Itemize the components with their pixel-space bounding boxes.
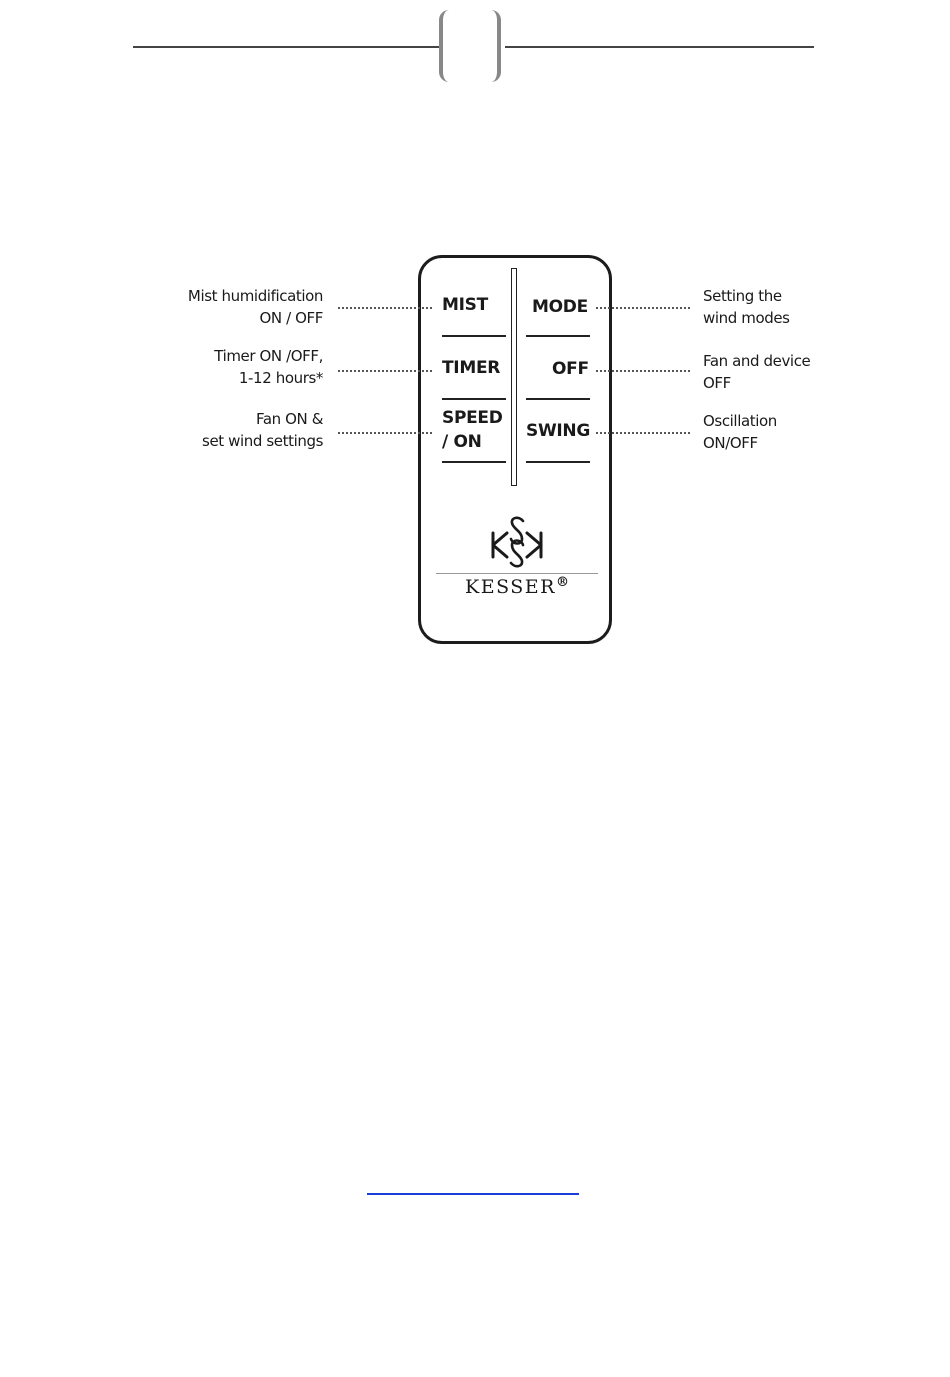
mode-button[interactable]: MODE (532, 297, 588, 317)
swing-button[interactable]: SWING (526, 421, 591, 441)
header-rule-left (133, 46, 439, 48)
callout-timer: Timer ON /OFF, 1-12 hours* (214, 347, 323, 387)
remote-center-divider (511, 268, 517, 486)
leader-line-mode (596, 307, 690, 309)
off-button[interactable]: OFF (552, 359, 589, 379)
button-separator (526, 398, 590, 400)
leader-line-off (596, 370, 690, 372)
leader-line-speed-on (338, 432, 432, 434)
callout-off: Fan and device OFF (703, 352, 811, 392)
button-separator (526, 461, 590, 463)
callout-mist: Mist humidification ON / OFF (187, 287, 323, 327)
leader-line-swing (596, 432, 690, 434)
ks-monogram-icon (489, 515, 545, 569)
logo-divider (436, 573, 598, 574)
button-separator (442, 335, 506, 337)
leader-line-mist (338, 307, 432, 309)
brand-logo-text (436, 575, 598, 598)
speed-on-button[interactable]: SPEED / ON (442, 408, 503, 452)
page-number-tab (439, 10, 501, 82)
button-separator (442, 398, 506, 400)
mist-button[interactable]: MIST (442, 295, 488, 315)
button-separator (442, 461, 506, 463)
footer-link[interactable] (367, 1193, 579, 1195)
brand-name-text: KESSER (465, 576, 556, 598)
callout-mode: Setting the wind modes (703, 287, 790, 327)
registered-mark: ® (555, 575, 569, 590)
callout-swing: Oscillation ON/OFF (703, 412, 777, 452)
callout-speed-on: Fan ON & set wind settings (202, 410, 323, 450)
leader-line-timer (338, 370, 432, 372)
button-separator (526, 335, 590, 337)
header-rule-right (505, 46, 814, 48)
timer-button[interactable]: TIMER (442, 358, 501, 378)
